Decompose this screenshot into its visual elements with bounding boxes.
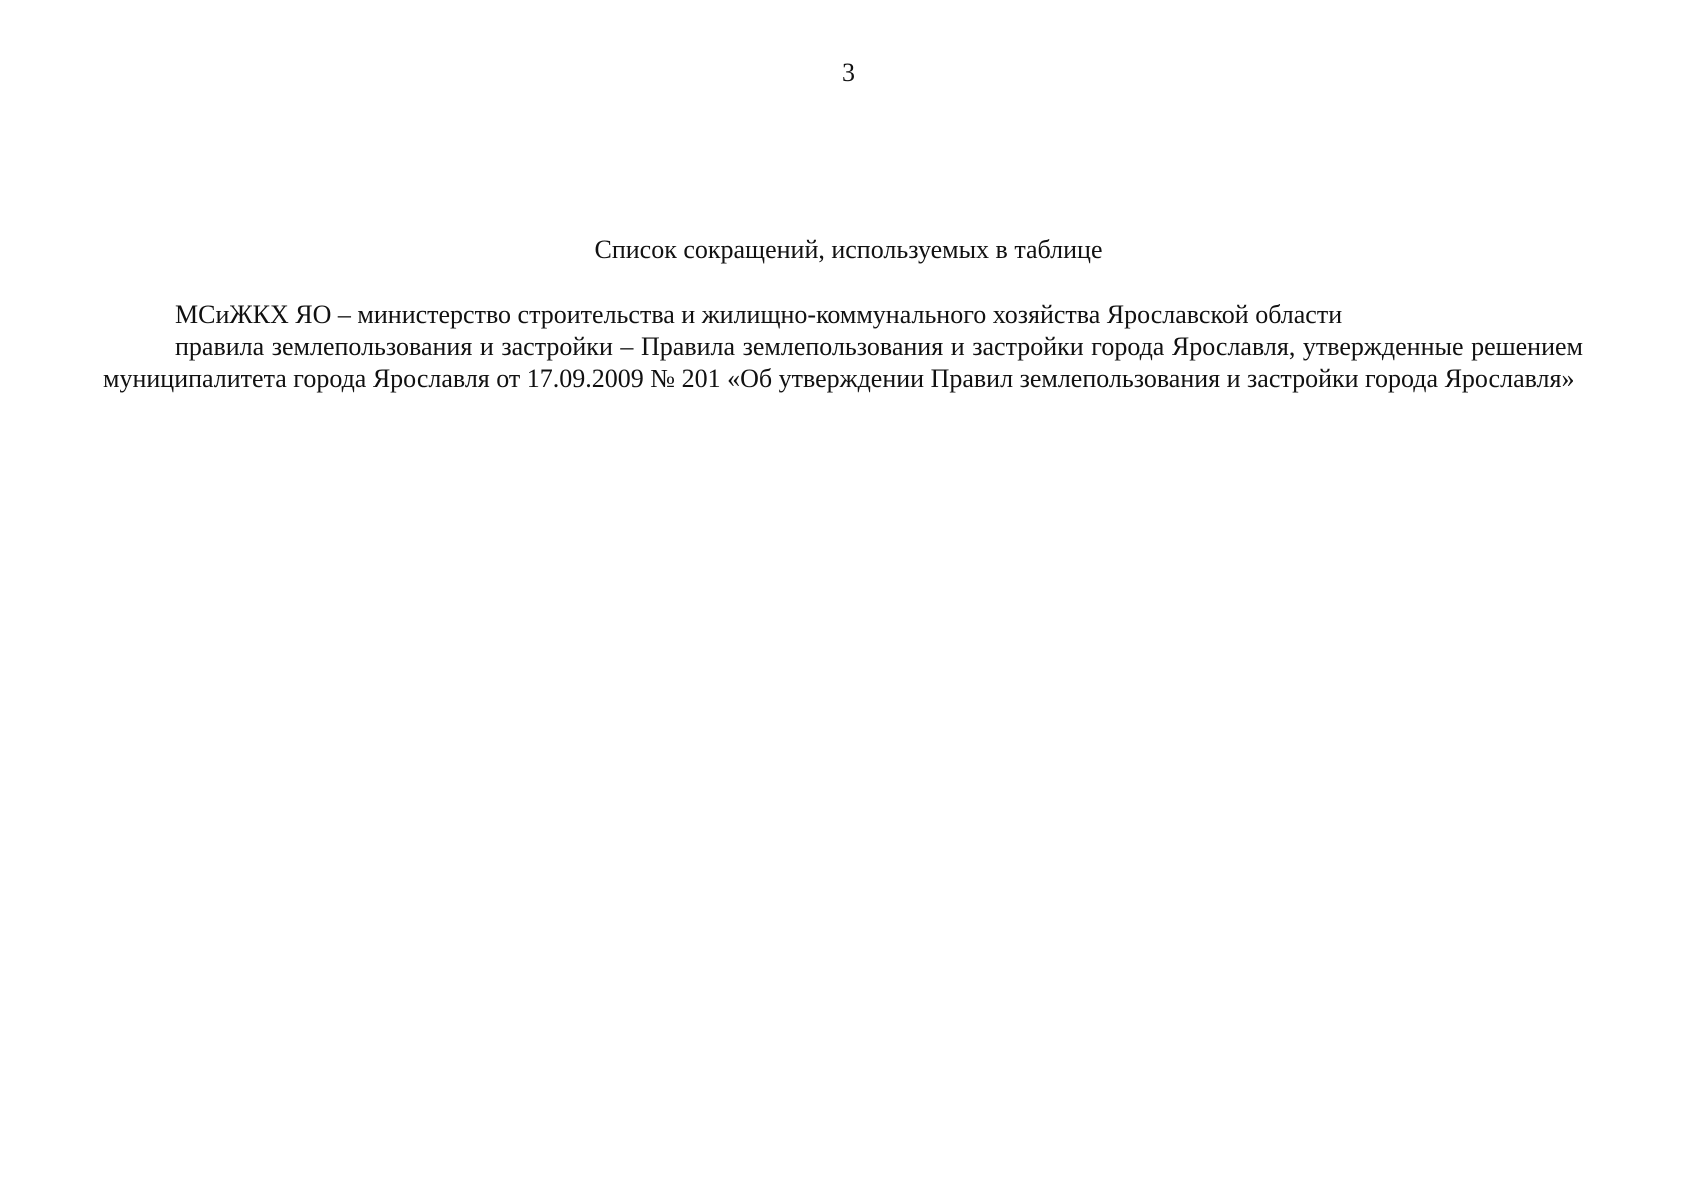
abbreviations-title: Список сокращений, используемых в таблице xyxy=(594,235,1103,264)
abbreviation-entry: правила землепользования и застройки – Правила землепользования и застройки города Ярославля, утвержденные решением муниципалитета города Ярославля от 17.09.2009 № 201 «Об утверждении Правил землепользования и застройки города Ярославля» xyxy=(103,332,1583,393)
abbreviations-list xyxy=(103,299,1583,395)
page-number: 3 xyxy=(842,58,855,87)
abbreviation-entry: МСиЖКХ ЯО – министерство строительства и жилищно-коммунального хозяйства Ярославской области xyxy=(175,300,1343,329)
